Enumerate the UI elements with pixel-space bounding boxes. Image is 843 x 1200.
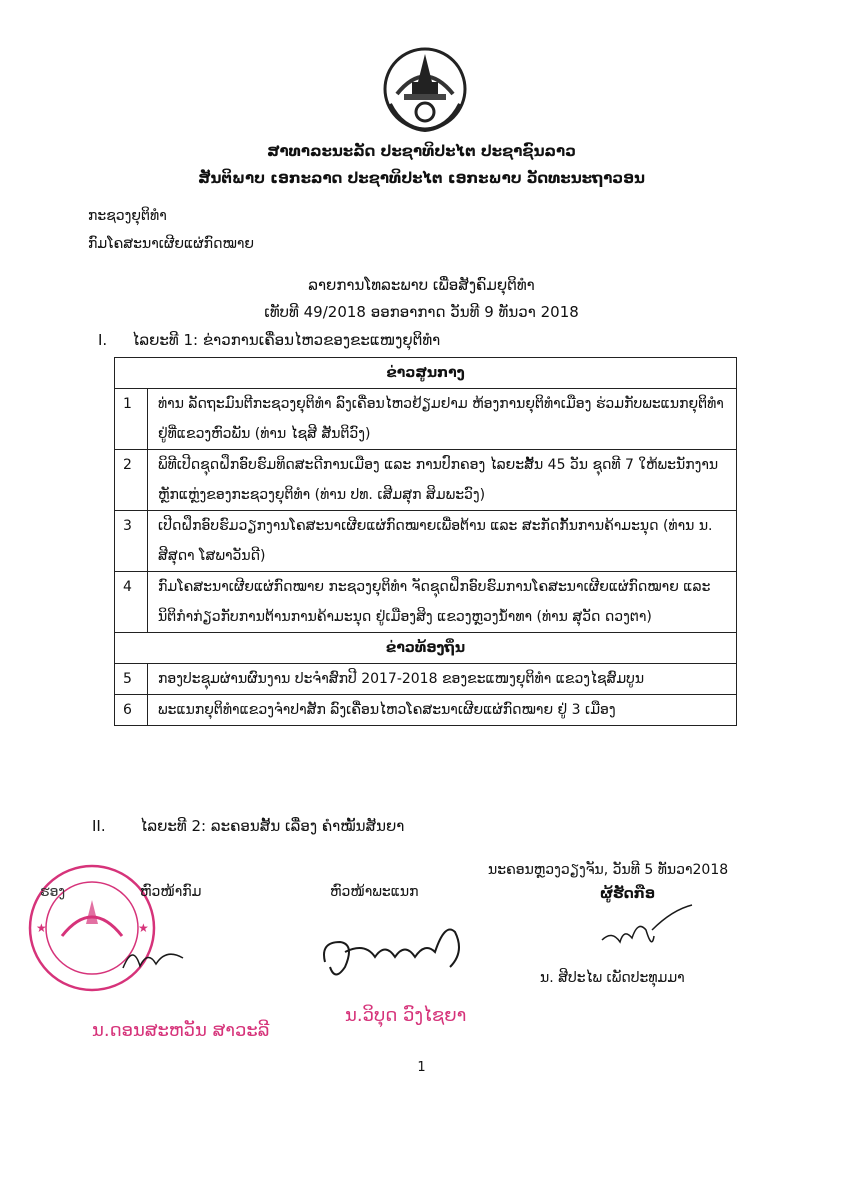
left-signer-title: ຫົວໜ້າກົມ: [140, 884, 202, 900]
row-number: 2: [115, 450, 148, 511]
row-number: 4: [115, 572, 148, 633]
table-row: [115, 664, 737, 695]
category-row: [115, 633, 737, 664]
table-row: [115, 389, 737, 450]
left-signer-name: ນ.ດອນສະຫວັນ ສາວະລີ: [92, 1020, 270, 1041]
table-row: [115, 695, 737, 726]
row-text: ກົມໂຄສະນາເຜີຍແຜ່ກົດໝາຍ ກະຊວງຍຸຕິທຳ ຈັດຊຸດຝຶກອົບຮົມການໂຄສະນາເຜີຍແຜ່ກົດໝາຍ ແລະ ນິຕິກຳກ່ຽວກັບການຕ້ານການຄ້າມະນຸດ ຢູ່ເມືອງສິງ ແຂວງຫຼວງນ້ຳທາ (ທ່ານ ສຸວັດ ດວງຕາ): [148, 572, 737, 633]
section-2-title: ໄລຍະທີ 2: ລະຄອນສັ້ນ ເລື່ອງ ຄຳໝັ້ນສັນຍາ: [140, 817, 405, 835]
right-signer-title: ຜູ້ຮັດກືອ: [600, 886, 655, 902]
report-subtitle: ເທັບທີ 49/2018 ອອກອາກາດ ວັນທີ 9 ທັນວາ 2018: [264, 303, 579, 321]
row-text: ທ່ານ ລັດຖະມົນຕີກະຊວງຍຸຕິທຳ ລົງເຄື່ອນໄຫວຢ້ຽມຢາມ ຫ້ອງການຍຸຕິທຳເມືອງ ຮ່ວມກັບພະແນກຍຸຕິທຳ ຢູ່ທີ່ແຂວງຫົວພັນ (ທ່ານ ໄຊສີ ສັນຕິວົງ): [148, 389, 737, 450]
category-row: [115, 358, 737, 389]
section-2: [92, 817, 404, 835]
section-1: [98, 331, 440, 349]
section-2-number: II.: [92, 817, 106, 835]
right-signature-icon: [592, 900, 702, 960]
place-date: ນະຄອນຫຼວງວຽງຈັນ, ວັນທີ 5 ທັນວາ2018: [488, 862, 729, 878]
page-number: 1: [417, 1060, 426, 1075]
row-number: 1: [115, 389, 148, 450]
mid-signature-icon: [315, 912, 475, 992]
section-1-title: ໄລຍະທີ 1: ຂ່າວການເຄື່ອນໄຫວຂອງຂະແໜງຍຸຕິທຳ: [132, 331, 441, 349]
row-number: 3: [115, 511, 148, 572]
row-text: ເປີດຝຶກອົບຮົມວຽກງານໂຄສະນາເຜີຍແຜ່ກົດໝາຍເພື່ອຕ້ານ ແລະ ສະກັດກັ້ນການຄ້າມະນຸດ (ທ່ານ ນ. ສີສຸດາ ໂສພາວັນດີ): [148, 511, 737, 572]
news-table: [114, 357, 737, 726]
national-emblem-icon: [382, 44, 468, 134]
row-text: ກອງປະຊຸມຜ່ານຜົນງານ ປະຈຳສົກປີ 2017-2018 ຂອງຂະແໜງຍຸຕິທຳ ແຂວງໄຊສົມບູນ: [148, 664, 737, 695]
row-number: 6: [115, 695, 148, 726]
mid-signer-name: ນ.ວິບຸດ ວົງໄຊຍາ: [345, 1005, 467, 1026]
left-signature-icon: [118, 938, 188, 978]
table-row: [115, 511, 737, 572]
right-signer-name: ນ. ສີປະໄພ ເພັດປະທຸມມາ: [540, 970, 685, 986]
header-line1: ສາທາລະນະລັດ ປະຊາທິປະໄຕ ປະຊາຊົນລາວ: [267, 142, 576, 160]
row-text: ພິທີເປີດຊຸດຝຶກອົບຮົມທິດສະດີການເມືອງ ແລະ ການປົກຄອງ ໄລຍະສັ້ນ 45 ວັນ ຊຸດທີ 7 ໃຫ້ພະນັກງານຫຼັກແຫຼ່ງຂອງກະຊວງຍຸຕິທຳ (ທ່ານ ປທ. ເສີມສຸກ ສິມພະວົງ): [148, 450, 737, 511]
table-row: [115, 450, 737, 511]
row-text: ພະແນກຍຸຕິທຳແຂວງຈຳປາສັກ ລົງເຄື່ອນໄຫວໂຄສະນາເຜີຍແຜ່ກົດໝາຍ ຢູ່ 3 ເມືອງ: [148, 695, 737, 726]
mid-signer-title: ຫົວໜ້າພະແນກ: [330, 884, 419, 900]
org-ministry: ກະຊວງຍຸຕິທຳ: [88, 208, 167, 224]
report-title: ລາຍການໂທລະພາບ ເພື່ອສັງຄົມຍຸຕິທຳ: [308, 276, 535, 294]
svg-text:★: ★: [36, 921, 47, 935]
category-central: ຂ່າວສູນກາງ: [115, 358, 737, 389]
table-row: [115, 572, 737, 633]
left-stamp-prefix: ຮອງ: [40, 884, 66, 900]
category-local: ຂ່າວທ້ອງຖິ່ນ: [115, 633, 737, 664]
org-department: ກົມໂຄສະນາເຜີຍແຜ່ກົດໝາຍ: [88, 236, 255, 252]
header-line2: ສັນຕິພາບ ເອກະລາດ ປະຊາທິປະໄຕ ເອກະພາບ ວັດທະນະຖາວອນ: [198, 169, 645, 187]
section-1-number: I.: [98, 331, 108, 349]
svg-text:★: ★: [138, 921, 149, 935]
row-number: 5: [115, 664, 148, 695]
